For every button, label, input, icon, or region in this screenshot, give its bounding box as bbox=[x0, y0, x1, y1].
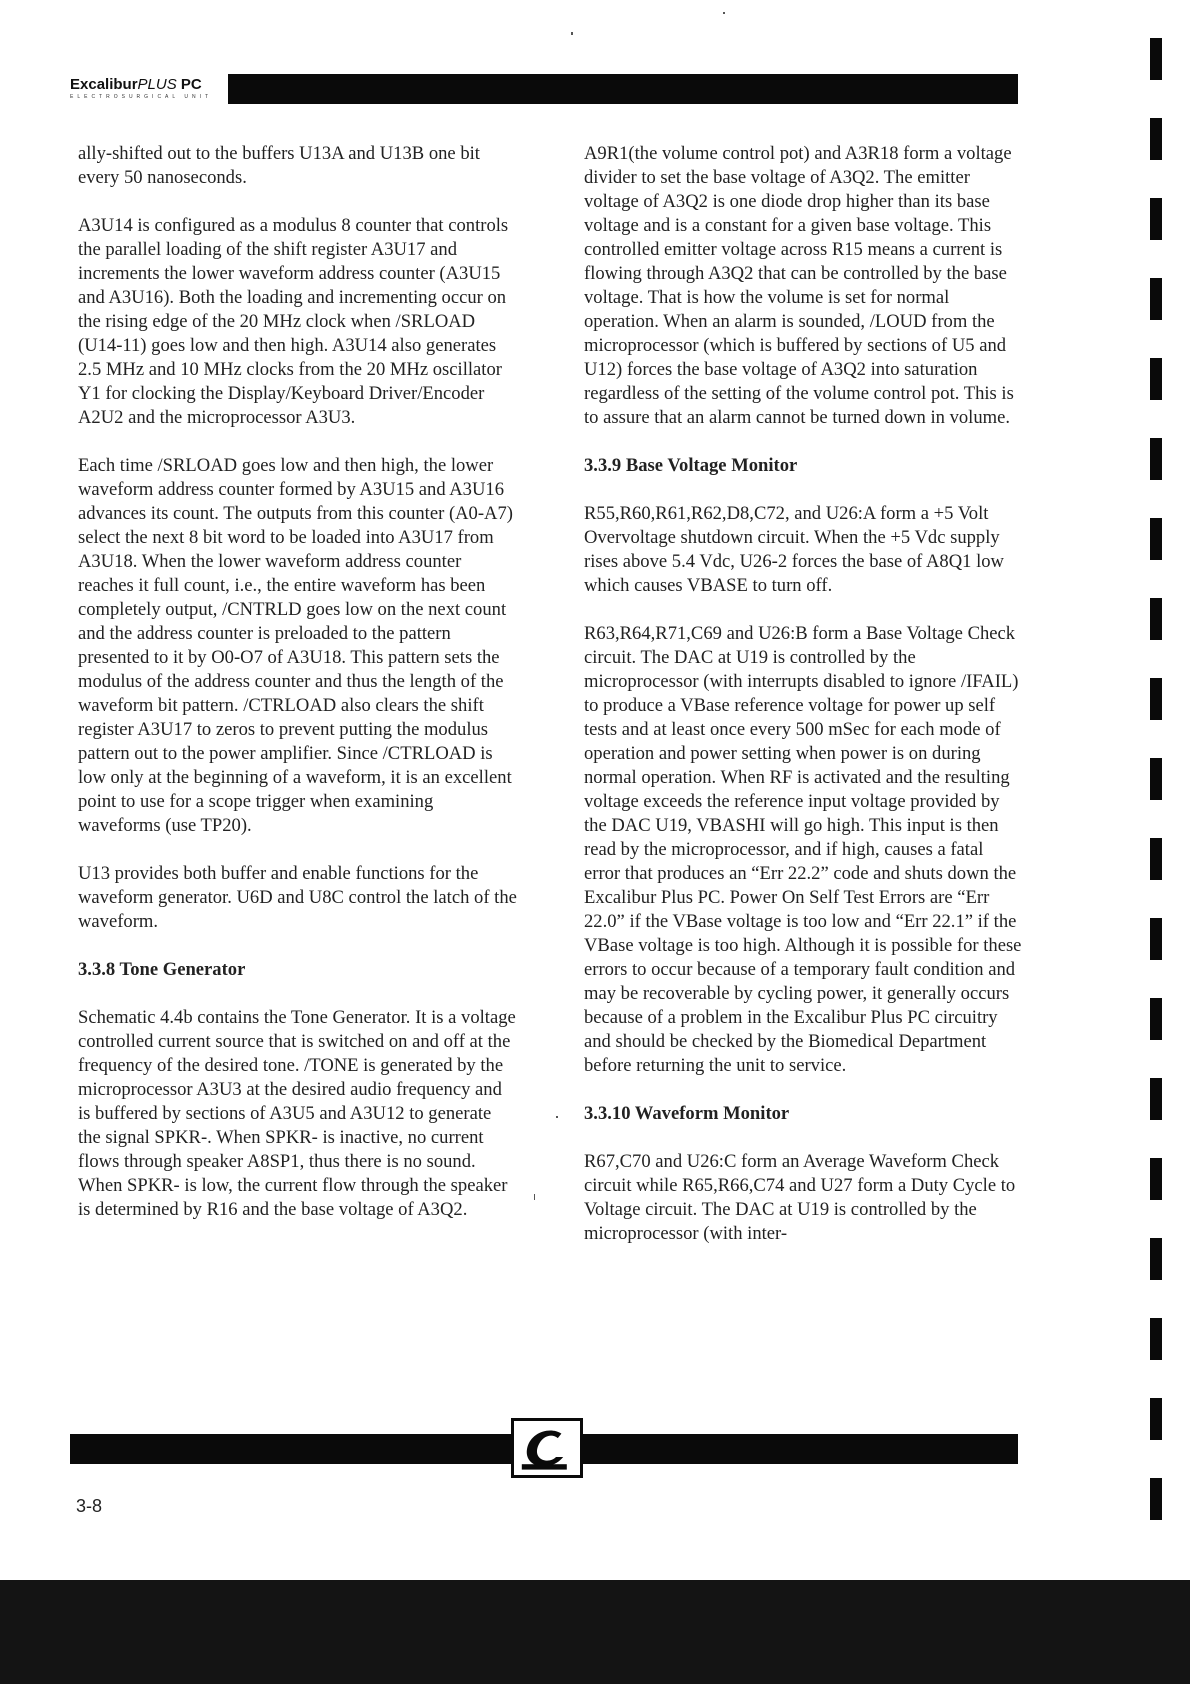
binder-mark bbox=[1150, 678, 1162, 720]
binder-mark bbox=[1150, 918, 1162, 960]
logo-tagline: ELECTROSURGICAL UNIT bbox=[70, 94, 213, 100]
binder-mark bbox=[1150, 118, 1162, 160]
header-rule bbox=[228, 74, 1018, 104]
scan-speck bbox=[534, 1194, 535, 1200]
binder-mark bbox=[1150, 198, 1162, 240]
scan-bottom-band bbox=[0, 1580, 1190, 1684]
scan-speck bbox=[556, 1116, 558, 1118]
scan-speck bbox=[723, 12, 725, 14]
binder-mark bbox=[1150, 518, 1162, 560]
page-number: 3-8 bbox=[76, 1496, 103, 1516]
binder-mark bbox=[1150, 838, 1162, 880]
binder-mark bbox=[1150, 1158, 1162, 1200]
scan-speck bbox=[571, 32, 573, 35]
binder-mark bbox=[1150, 438, 1162, 480]
paragraph: Each time /SRLOAD goes low and then high, the lower waveform address counter formed by A3U15 and A3U16 advances its count. The outputs from this counter (A0-A7) select the next 8 bit word to be loaded into A3U17 from A3U18. When the lower waveform address counter reaches it full count, i.e., the entire waveform has been completely output, /CNTRLD goes low on the next count and the address counter is preloaded to the pattern presented to it by O0-O7 of A3U18. This pattern sets the modulus of the address counter and thus the length of the waveform bit pattern. /CTRLOAD also clears the shift register A3U17 to zeros to prevent putting the modulus pattern out to the power amplifier. Since /CTRLOAD is low only at the beginning of a waveform, it is an excellent point to use for a scope trigger when examining waveforms (use TP20). bbox=[78, 455, 513, 836]
binder-mark bbox=[1150, 278, 1162, 320]
paragraph: Schematic 4.4b contains the Tone Generator. It is a voltage controlled current source that is switched on and off at the frequency of the desired tone. /TONE is generated by the microprocessor A3U3 at the desired audio frequency and is buffered by sections of A3U5 and A3U12 to generate the signal SPKR-. When SPKR- is inactive, no current flows through speaker A8SP1, thus there is no sound. When SPKR- is low, the current flow through the speaker is determined by R16 and the base voltage of A3Q2. bbox=[78, 1007, 516, 1220]
binder-mark bbox=[1150, 1318, 1162, 1360]
section-heading-base-voltage-monitor: 3.3.9 Base Voltage Monitor bbox=[584, 455, 798, 476]
binder-mark bbox=[1150, 758, 1162, 800]
paragraph: A3U14 is configured as a modulus 8 counter that controls the parallel loading of the shift register A3U17 and increments the lower waveform address counter (A3U15 and A3U16). Both the loading and incrementing occur on the rising edge of the 20 MHz clock when /SRLOAD (U14-11) goes low and then high. A3U14 also generates 2.5 MHz and 10 MHz clocks from the 20 MHz oscillator Y1 for clocking the Display/Keyboard Driver/Encoder A2U2 and the microprocessor A3U3. bbox=[78, 215, 509, 428]
binder-mark bbox=[1150, 998, 1162, 1040]
paragraph: ally-shifted out to the buffers U13A and U13B one bit every 50 nanoseconds. bbox=[78, 143, 480, 188]
section-heading-waveform-monitor: 3.3.10 Waveform Monitor bbox=[584, 1103, 790, 1124]
binder-mark bbox=[1150, 1398, 1162, 1440]
binder-mark bbox=[1150, 358, 1162, 400]
paragraph: R55,R60,R61,R62,D8,C72, and U26:A form a +5 Volt Overvoltage shutdown circuit. When the +5 Vdc supply rises above 5.4 Vdc, U26-2 forces the base of A8Q1 low which causes VBASE to turn off. bbox=[584, 503, 1004, 596]
binder-mark bbox=[1150, 1078, 1162, 1120]
binder-mark bbox=[1150, 598, 1162, 640]
section-heading-tone-generator: 3.3.8 Tone Generator bbox=[78, 959, 246, 980]
paragraph: R67,C70 and U26:C form an Average Waveform Check circuit while R65,R66,C74 and U27 form a Duty Cycle to Voltage circuit. The DAC at U19 is controlled by the microprocessor (with inter- bbox=[584, 1151, 1016, 1244]
binder-mark bbox=[1150, 1238, 1162, 1280]
company-logo-glyph bbox=[514, 1421, 580, 1475]
binder-mark bbox=[1150, 1478, 1162, 1520]
logo-wordmark: ExcaliburPLUS PC bbox=[70, 76, 202, 93]
paragraph: A9R1(the volume control pot) and A3R18 form a voltage divider to set the base voltage of A3Q2. The emitter voltage of A3Q2 is one diode drop higher than its base voltage and is a constant for a given base voltage. This controlled emitter voltage across R15 means a current is flowing through A3Q2 that can be controlled by the base voltage. That is how the volume is set for normal operation. When an alarm is sounded, /LOUD from the microprocessor (which is buffered by sections of U5 and U12) forces the base voltage of A3Q2 into saturation regardless of the setting of the volume control pot. This is to assure that an alarm cannot be turned down in volume. bbox=[584, 143, 1014, 428]
binder-mark bbox=[1150, 38, 1162, 80]
paragraph: R63,R64,R71,C69 and U26:B form a Base Voltage Check circuit. The DAC at U19 is controlled by the microprocessor (with interrupts disabled to ignore /IFAIL) to produce a VBase reference voltage for power up self tests and at least once every 500 mSec for each mode of operation and power setting when power is on during normal operation. When RF is activated and the resulting voltage exceeds the reference input voltage provided by the DAC U19, VBASHI will go high. This input is then read by the microprocessor, and if high, causes a fatal error that produces an “Err 22.2” code and shuts down the Excalibur Plus PC. Power On Self Test Errors are “Err 22.0” if the VBase voltage is too low and “Err 22.1” if the VBase voltage is too high. Although it is possible for these errors to occur because of a temporary fault condition and may be recoverable by cycling power, it generally occurs because of a problem in the Excalibur Plus PC circuitry and should be checked by the Biomedical Department before returning the unit to service. bbox=[584, 623, 1022, 1076]
brand-logo bbox=[70, 74, 230, 104]
company-logo-icon bbox=[511, 1418, 583, 1478]
paragraph: U13 provides both buffer and enable functions for the waveform generator. U6D and U8C control the latch of the waveform. bbox=[78, 863, 517, 932]
left-column bbox=[78, 142, 518, 1246]
right-column bbox=[584, 142, 1024, 1270]
